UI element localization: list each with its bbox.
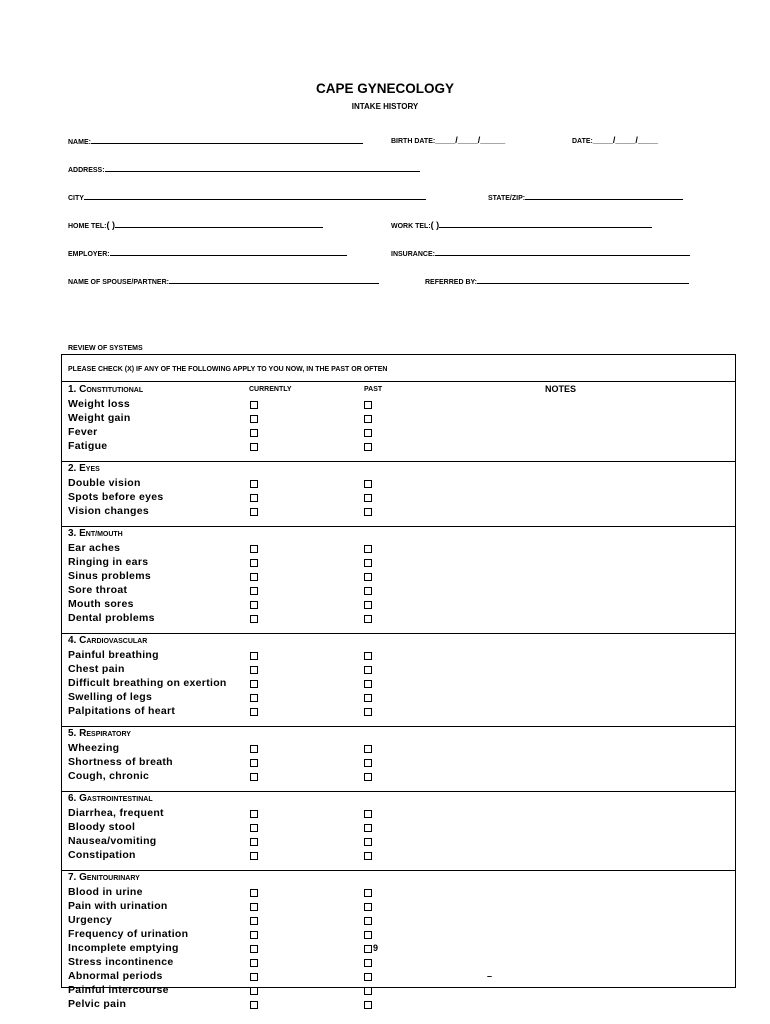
past-checkbox[interactable] bbox=[364, 694, 372, 702]
symptom-label: Double vision bbox=[68, 477, 141, 489]
home-tel-label: HOME TEL: bbox=[68, 223, 107, 230]
section-name: G bbox=[79, 793, 87, 804]
section-heading bbox=[68, 728, 131, 739]
past-checkbox[interactable] bbox=[364, 587, 372, 595]
section-name-rest: ASTROINTESTINAL bbox=[86, 796, 153, 803]
currently-checkbox[interactable] bbox=[250, 745, 258, 753]
date-label: DATE: bbox=[572, 138, 593, 145]
review-of-systems-table bbox=[61, 354, 736, 1010]
symptom-label: Shortness of breath bbox=[68, 756, 173, 768]
currently-checkbox[interactable] bbox=[250, 429, 258, 437]
symptom-label: Mouth sores bbox=[68, 598, 134, 610]
currently-checkbox[interactable] bbox=[250, 494, 258, 502]
section-name-rest: YES bbox=[85, 466, 100, 473]
currently-checkbox[interactable] bbox=[250, 694, 258, 702]
section-5 bbox=[62, 727, 735, 792]
symptom-label: Sinus problems bbox=[68, 570, 151, 582]
past-checkbox[interactable] bbox=[364, 508, 372, 516]
currently-checkbox[interactable] bbox=[250, 824, 258, 832]
past-checkbox[interactable] bbox=[364, 759, 372, 767]
symptom-label: Wheezing bbox=[68, 742, 120, 754]
past-checkbox[interactable] bbox=[364, 745, 372, 753]
symptom-label: Fatigue bbox=[68, 440, 108, 452]
symptom-label: Spots before eyes bbox=[68, 491, 164, 503]
currently-checkbox[interactable] bbox=[250, 559, 258, 567]
symptom-label: Pain with urination bbox=[68, 900, 168, 912]
review-of-systems-title: REVIEW OF SYSTEMS bbox=[68, 345, 143, 352]
past-checkbox[interactable] bbox=[364, 903, 372, 911]
section-number: 3. bbox=[68, 528, 80, 539]
currently-checkbox[interactable] bbox=[250, 773, 258, 781]
symptom-label: Fever bbox=[68, 426, 98, 438]
symptom-label: Painful breathing bbox=[68, 649, 159, 661]
past-checkbox[interactable] bbox=[364, 945, 372, 953]
section-heading bbox=[68, 528, 123, 539]
section-heading bbox=[68, 384, 143, 395]
birth-date-blank: ____/____/_____ bbox=[435, 135, 506, 145]
section-name: C bbox=[79, 635, 87, 646]
symptom-label: Difficult breathing on exertion bbox=[68, 677, 227, 689]
section-name: C bbox=[79, 384, 87, 395]
referred-by-field[interactable] bbox=[425, 275, 689, 288]
section-name-rest: ARDIOVASCULAR bbox=[86, 638, 148, 645]
section-6 bbox=[62, 792, 735, 871]
birth-date-label: BIRTH DATE: bbox=[391, 138, 436, 145]
home-tel-field[interactable] bbox=[68, 219, 323, 232]
past-checkbox[interactable] bbox=[364, 615, 372, 623]
city-field[interactable] bbox=[68, 191, 426, 204]
employer-field[interactable] bbox=[68, 247, 347, 260]
currently-checkbox[interactable] bbox=[250, 959, 258, 967]
past-checkbox[interactable] bbox=[364, 931, 372, 939]
name-field[interactable] bbox=[68, 135, 363, 148]
currently-checkbox[interactable] bbox=[250, 401, 258, 409]
past-checkbox[interactable] bbox=[364, 810, 372, 818]
section-name-rest: ENITOURINARY bbox=[86, 875, 140, 882]
section-number: 7. bbox=[68, 872, 80, 883]
symptom-label: Swelling of legs bbox=[68, 691, 153, 703]
work-tel-parens: ( ) bbox=[430, 220, 440, 230]
date-field[interactable] bbox=[572, 135, 658, 147]
currently-checkbox[interactable] bbox=[250, 443, 258, 451]
currently-checkbox[interactable] bbox=[250, 573, 258, 581]
currently-checkbox[interactable] bbox=[250, 759, 258, 767]
section-name-rest: ESPIRATORY bbox=[86, 731, 131, 738]
symptom-label: Incomplete emptying bbox=[68, 942, 179, 954]
past-checkbox[interactable] bbox=[364, 443, 372, 451]
section-number: 4. bbox=[68, 635, 80, 646]
past-checkbox[interactable] bbox=[364, 1001, 372, 1009]
address-label: ADDRESS: bbox=[68, 167, 105, 174]
spouse-label: NAME OF SPOUSE/PARTNER: bbox=[68, 279, 169, 286]
symptom-label: Cough, chronic bbox=[68, 770, 150, 782]
section-1 bbox=[62, 383, 735, 462]
currently-checkbox[interactable] bbox=[250, 889, 258, 897]
form-subtitle: INTAKE HISTORY bbox=[351, 102, 419, 111]
past-checkbox[interactable] bbox=[364, 824, 372, 832]
currently-checkbox[interactable] bbox=[250, 973, 258, 981]
currently-checkbox[interactable] bbox=[250, 987, 258, 995]
currently-checkbox[interactable] bbox=[250, 480, 258, 488]
section-heading bbox=[68, 872, 140, 883]
symptom-label: Dental problems bbox=[68, 612, 155, 624]
symptom-label: Vision changes bbox=[68, 505, 150, 517]
section-heading bbox=[68, 793, 153, 804]
past-checkbox[interactable] bbox=[364, 429, 372, 437]
section-number: 6. bbox=[68, 793, 80, 804]
section-name: G bbox=[79, 872, 87, 883]
currently-checkbox[interactable] bbox=[250, 708, 258, 716]
work-tel-label: WORK TEL: bbox=[391, 223, 431, 230]
section-name: R bbox=[79, 728, 87, 739]
instruction-text: PLEASE CHECK (X) IF ANY OF THE FOLLOWING APPLY TO YOU NOW, IN THE PAST OR OFTEN bbox=[68, 366, 388, 373]
past-checkbox[interactable] bbox=[364, 415, 372, 423]
currently-checkbox[interactable] bbox=[250, 680, 258, 688]
section-7 bbox=[62, 871, 735, 1024]
past-checkbox[interactable] bbox=[364, 917, 372, 925]
past-checkbox[interactable] bbox=[364, 987, 372, 995]
past-checkbox[interactable] bbox=[364, 666, 372, 674]
past-checkbox[interactable] bbox=[364, 545, 372, 553]
referred-by-label: REFERRED BY: bbox=[425, 279, 477, 286]
symptom-label: Ear aches bbox=[68, 542, 121, 554]
past-checkbox[interactable] bbox=[364, 494, 372, 502]
past-checkbox[interactable] bbox=[364, 680, 372, 688]
section-name-rest: ONSTITUTIONAL bbox=[86, 387, 144, 394]
currently-checkbox[interactable] bbox=[250, 852, 258, 860]
state-zip-label: STATE/ZIP: bbox=[488, 195, 526, 202]
column-past: PAST bbox=[364, 386, 383, 393]
currently-checkbox[interactable] bbox=[250, 652, 258, 660]
column-currently: CURRENTLY bbox=[249, 386, 292, 393]
section-number: 2. bbox=[68, 463, 80, 474]
currently-checkbox[interactable] bbox=[250, 838, 258, 846]
past-checkbox[interactable] bbox=[364, 852, 372, 860]
symptom-label: Weight loss bbox=[68, 398, 131, 410]
past-checkbox[interactable] bbox=[364, 773, 372, 781]
employer-label: EMPLOYER: bbox=[68, 251, 110, 258]
past-checkbox[interactable] bbox=[364, 480, 372, 488]
insurance-field[interactable] bbox=[391, 247, 690, 260]
date-blank: ____/____/____ bbox=[592, 135, 658, 145]
symptom-label: Constipation bbox=[68, 849, 136, 861]
currently-checkbox[interactable] bbox=[250, 1001, 258, 1009]
section-name-rest: NT/MOUTH bbox=[85, 531, 123, 538]
instruction-row bbox=[62, 355, 735, 382]
symptom-label: Pelvic pain bbox=[68, 998, 127, 1010]
currently-checkbox[interactable] bbox=[250, 508, 258, 516]
currently-checkbox[interactable] bbox=[250, 917, 258, 925]
section-name: E bbox=[79, 463, 86, 474]
past-checkbox[interactable] bbox=[364, 959, 372, 967]
currently-checkbox[interactable] bbox=[250, 666, 258, 674]
section-4 bbox=[62, 634, 735, 727]
symptom-label: Weight gain bbox=[68, 412, 131, 424]
symptom-label: Ringing in ears bbox=[68, 556, 149, 568]
currently-checkbox[interactable] bbox=[250, 587, 258, 595]
currently-checkbox[interactable] bbox=[250, 601, 258, 609]
form-title: CAPE GYNECOLOGY bbox=[315, 81, 455, 96]
address-field[interactable] bbox=[68, 163, 420, 176]
section-2 bbox=[62, 462, 735, 527]
insurance-label: INSURANCE: bbox=[391, 251, 435, 258]
past-checkbox[interactable] bbox=[364, 652, 372, 660]
home-tel-parens: ( ) bbox=[106, 220, 115, 230]
stray-dash: – bbox=[487, 971, 493, 981]
spouse-field[interactable] bbox=[68, 275, 379, 288]
section-heading bbox=[68, 463, 100, 474]
symptom-label: Bloody stool bbox=[68, 821, 136, 833]
city-label: CITY bbox=[68, 195, 84, 202]
past-checkbox[interactable] bbox=[364, 838, 372, 846]
past-checkbox[interactable] bbox=[364, 708, 372, 716]
symptom-label: Sore throat bbox=[68, 584, 128, 596]
section-number: 5. bbox=[68, 728, 80, 739]
birth-date-field[interactable] bbox=[391, 135, 505, 147]
section-3 bbox=[62, 527, 735, 634]
symptom-label: Nausea/vomiting bbox=[68, 835, 157, 847]
currently-checkbox[interactable] bbox=[250, 415, 258, 423]
past-checkbox[interactable] bbox=[364, 973, 372, 981]
past-checkbox[interactable] bbox=[364, 559, 372, 567]
past-checkbox[interactable] bbox=[364, 401, 372, 409]
symptom-label: Painful intercourse bbox=[68, 984, 169, 996]
section-name: E bbox=[79, 528, 86, 539]
currently-checkbox[interactable] bbox=[250, 945, 258, 953]
currently-checkbox[interactable] bbox=[250, 810, 258, 818]
symptom-label: Abnormal periods bbox=[68, 970, 163, 982]
symptom-label: Frequency of urination bbox=[68, 928, 189, 940]
symptom-label: Diarrhea, frequent bbox=[68, 807, 164, 819]
section-heading bbox=[68, 635, 147, 646]
currently-checkbox[interactable] bbox=[250, 545, 258, 553]
state-zip-field[interactable] bbox=[488, 191, 683, 204]
symptom-label: Blood in urine bbox=[68, 886, 143, 898]
past-checkbox[interactable] bbox=[364, 889, 372, 897]
section-number: 1. bbox=[68, 384, 80, 395]
stray-mark: 9 bbox=[373, 943, 379, 953]
past-checkbox[interactable] bbox=[364, 601, 372, 609]
name-label: NAME: bbox=[68, 139, 91, 146]
symptom-label: Palpitations of heart bbox=[68, 705, 176, 717]
currently-checkbox[interactable] bbox=[250, 931, 258, 939]
symptom-label: Urgency bbox=[68, 914, 113, 926]
symptom-label: Stress incontinence bbox=[68, 956, 174, 968]
past-checkbox[interactable] bbox=[364, 573, 372, 581]
currently-checkbox[interactable] bbox=[250, 903, 258, 911]
currently-checkbox[interactable] bbox=[250, 615, 258, 623]
symptom-label: Chest pain bbox=[68, 663, 125, 675]
work-tel-field[interactable] bbox=[391, 219, 652, 232]
column-notes: NOTES bbox=[545, 384, 577, 394]
